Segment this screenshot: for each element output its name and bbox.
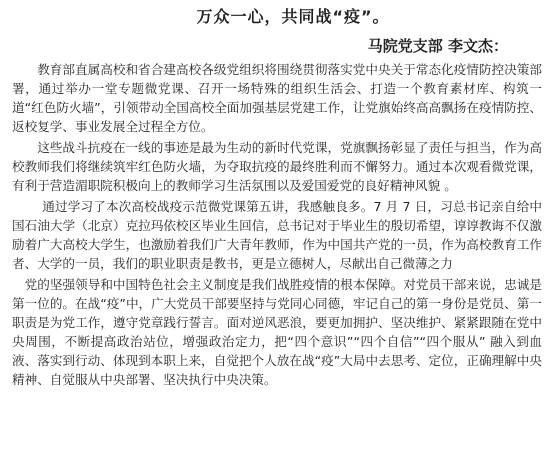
- paragraph-1: 教育部直属高校和省合建高校各级党组织将围绕贯彻落实党中央关于常态化疫情防控决策部署，通过举办一堂专题微党课、召开一场特殊的组织生活会、打造一个教育素材库、构筑一道“红色防火墙”，引领带动全国高校全面加强基层党建工作，让党旗始终高高飘扬在疫情防控、返校复学、事业发展全过程全方位。: [12, 62, 542, 134]
- paragraph-2: 这些战斗抗疫在一线的事迹是最为生动的新时代党课，党旗飘扬彰显了责任与担当，作为高校教师我们将继续筑牢红色防火墙，为夺取抗疫的最终胜利而不懈努力。通过本次观看微党课，有利于营造湄职院积极向上的教师学习生活氛围以及爱国爱党的良好精神风貌 。: [12, 140, 542, 193]
- paragraph-3: 通过学习了本次高校战疫示范微党课第五讲，我感触良多。7 月 7 日，习总书记亲自给中国石油大学（北京）克拉玛依校区毕业生回信，总书记对于毕业生的殷切希望，谆谆教诲不仅激励着广大高校大学生，也激励着我们广大青年教师，作为中国共产党的一员，作为高校教育工作者、大学的一员，我们的职业职责是教书，更是立德树人，尽献出自己微薄之力: [12, 199, 542, 271]
- page-title: 万众一心，共同战“疫”。: [196, 7, 390, 26]
- paragraph-4: 党的坚强领导和中国特色社会主义制度是我们战胜疫情的根本保障。对党员干部来说，忠诚是第一位的。在战“疫”中，广大党员干部要坚持与党同心同德，牢记自己的第一身份是党员、第一职责是为党工作，遵守党章践行誓言。面对逆风恶浪，要更加拥护、坚决维护、紧紧跟随在党中央周围，不断提高政治站位，增强政治定力，把“四个意识”“四个自信”“四个服从” 融入到血液、落实到行动、体现到本职上来，自觉把个人放在战“疫”大局中去思考、定位，正确理解中央精神、自觉服从中央部署、坚决执行中央决策。: [12, 277, 542, 387]
- author-byline: 马院党支部 李文杰：: [367, 37, 508, 55]
